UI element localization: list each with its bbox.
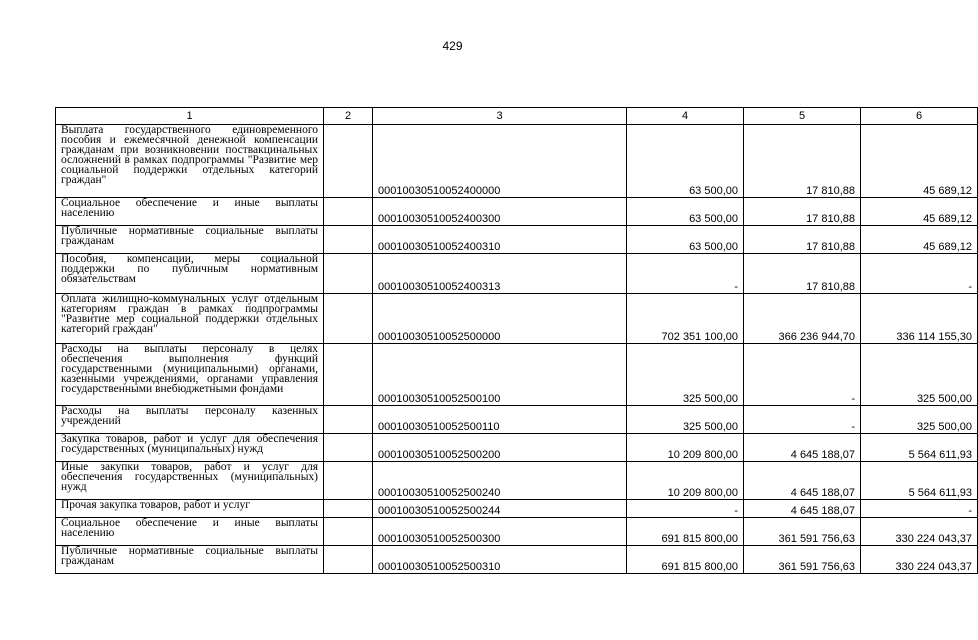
row-planned-cell: 63 500,00 [627,226,744,254]
row-remaining-cell: 5 564 611,93 [861,462,978,500]
column-header: 4 [627,108,744,125]
row-executed-cell: 361 591 756,63 [744,546,861,574]
row-planned-cell: 325 500,00 [627,344,744,406]
row-executed-cell: 17 810,88 [744,254,861,294]
row-code-cell: 00010030510052400300 [373,198,627,226]
row-col2-cell [324,434,373,462]
row-executed-cell: - [744,406,861,434]
row-planned-cell: 10 209 800,00 [627,434,744,462]
row-remaining-cell: - [861,254,978,294]
column-header: 6 [861,108,978,125]
row-col2-cell [324,294,373,344]
row-remaining-cell: 45 689,12 [861,226,978,254]
row-col2-cell [324,254,373,294]
row-name-cell: Прочая закупка товаров, работ и услуг [56,500,324,518]
column-header: 3 [373,108,627,125]
row-remaining-cell: 325 500,00 [861,344,978,406]
row-code-cell: 00010030510052500000 [373,294,627,344]
row-planned-cell: 325 500,00 [627,406,744,434]
row-executed-cell: 17 810,88 [744,198,861,226]
row-name-cell: Расходы на выплаты персоналу в целях обеспечения выполнения функций государственными (муниципальными) органами, казенными учреждениями, органами управления государственными внебюджетными фондами [56,344,324,406]
row-name-cell: Иные закупки товаров, работ и услуг для обеспечения государственных (муниципальных) нужд [56,462,324,500]
row-remaining-cell: 45 689,12 [861,125,978,198]
row-col2-cell [324,198,373,226]
row-code-cell: 00010030510052400000 [373,125,627,198]
row-planned-cell: 702 351 100,00 [627,294,744,344]
row-planned-cell: - [627,254,744,294]
table-row [56,344,978,406]
row-executed-cell: 361 591 756,63 [744,518,861,546]
row-executed-cell: 17 810,88 [744,226,861,254]
table-row [56,406,978,434]
row-col2-cell [324,125,373,198]
row-code-cell: 00010030510052500310 [373,546,627,574]
budget-table [55,107,978,574]
row-name-cell: Пособия, компенсации, меры социальной поддержки по публичным нормативным обязательствам [56,254,324,294]
row-name-cell: Социальное обеспечение и иные выплаты населению [56,518,324,546]
table-row [56,254,978,294]
row-col2-cell [324,518,373,546]
row-col2-cell [324,406,373,434]
row-planned-cell: 63 500,00 [627,125,744,198]
row-remaining-cell: 5 564 611,93 [861,434,978,462]
column-header: 1 [56,108,324,125]
row-executed-cell: 4 645 188,07 [744,500,861,518]
row-code-cell: 00010030510052500100 [373,344,627,406]
table-row [56,294,978,344]
table-row [56,198,978,226]
row-remaining-cell: 330 224 043,37 [861,546,978,574]
row-remaining-cell: 330 224 043,37 [861,518,978,546]
column-header: 2 [324,108,373,125]
table-row [56,226,978,254]
row-name-cell: Закупка товаров, работ и услуг для обеспечения государственных (муниципальных) нужд [56,434,324,462]
row-executed-cell: 366 236 944,70 [744,294,861,344]
row-code-cell: 00010030510052400313 [373,254,627,294]
column-header: 5 [744,108,861,125]
table-row [56,518,978,546]
row-code-cell: 00010030510052500244 [373,500,627,518]
page-number: 429 [442,39,463,53]
table-row [56,500,978,518]
row-remaining-cell: - [861,500,978,518]
row-name-cell: Публичные нормативные социальные выплаты гражданам [56,546,324,574]
row-executed-cell: 4 645 188,07 [744,462,861,500]
row-col2-cell [324,462,373,500]
table-row [56,434,978,462]
row-planned-cell: - [627,500,744,518]
header-row [56,108,978,125]
row-name-cell: Оплата жилищно-коммунальных услуг отдельным категориям граждан в рамках подпрограммы "Развитие мер социальной поддержки отдельных категорий граждан" [56,294,324,344]
row-col2-cell [324,344,373,406]
row-name-cell: Расходы на выплаты персоналу казенных учреждений [56,406,324,434]
row-code-cell: 00010030510052500200 [373,434,627,462]
row-code-cell: 00010030510052500300 [373,518,627,546]
row-planned-cell: 691 815 800,00 [627,546,744,574]
row-planned-cell: 10 209 800,00 [627,462,744,500]
row-name-cell: Социальное обеспечение и иные выплаты населению [56,198,324,226]
table-row [56,546,978,574]
row-code-cell: 00010030510052500240 [373,462,627,500]
row-planned-cell: 691 815 800,00 [627,518,744,546]
row-name-cell: Выплата государственного единовременного пособия и ежемесячной денежной компенсации гражданам при возникновении поствакцинальных осложнений в рамках подпрограммы "Развитие мер социальной поддержки отдельных категорий граждан" [56,125,324,198]
row-executed-cell: 4 645 188,07 [744,434,861,462]
table-row [56,462,978,500]
row-remaining-cell: 336 114 155,30 [861,294,978,344]
row-executed-cell: - [744,344,861,406]
row-name-cell: Публичные нормативные социальные выплаты гражданам [56,226,324,254]
row-planned-cell: 63 500,00 [627,198,744,226]
table-row [56,125,978,198]
row-remaining-cell: 45 689,12 [861,198,978,226]
row-col2-cell [324,500,373,518]
row-code-cell: 00010030510052500110 [373,406,627,434]
row-code-cell: 00010030510052400310 [373,226,627,254]
row-col2-cell [324,546,373,574]
row-remaining-cell: 325 500,00 [861,406,978,434]
row-col2-cell [324,226,373,254]
row-executed-cell: 17 810,88 [744,125,861,198]
